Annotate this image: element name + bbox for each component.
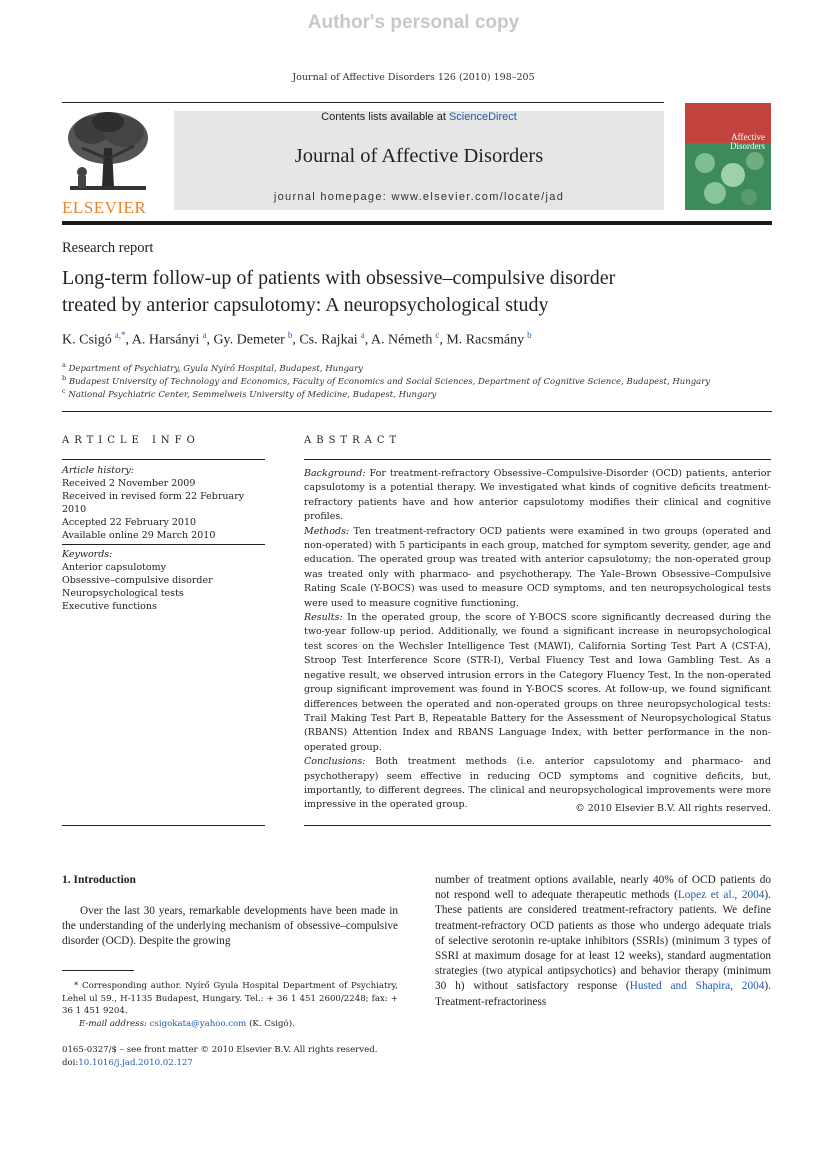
email-link[interactable]: csigokata@yahoo.com — [149, 1018, 247, 1029]
author-separator: , — [206, 332, 214, 348]
publisher-name: ELSEVIER — [62, 198, 147, 217]
tree-icon — [62, 108, 154, 194]
journal-homepage[interactable]: journal homepage: www.elsevier.com/locate/jad — [273, 191, 565, 203]
author-name: M. Racsmány — [446, 332, 525, 348]
author-affiliation-marker[interactable]: b — [527, 330, 532, 340]
author-affiliation-marker[interactable]: c — [435, 330, 440, 340]
keywords-rule — [62, 544, 265, 545]
email-line — [62, 1018, 398, 1031]
abstract-rule — [304, 459, 771, 460]
history-item: Received in revised form 22 February 2010 — [62, 491, 245, 515]
doi-label: doi: — [62, 1057, 79, 1068]
article-info-rule — [62, 459, 265, 460]
results-label: Results: — [304, 612, 343, 624]
intro-left-paragraph: Over the last 30 years, remarkable developments have been made in the understanding of the underlying mechanism of obsessive–compulsive disorder (OCD). Despite the growing — [62, 905, 398, 948]
watermark: Author's personal copy — [307, 12, 520, 33]
title-line-2: treated by anterior capsulotomy: A neuropsychological study — [62, 294, 549, 316]
sciencedirect-link[interactable]: ScienceDirect — [448, 111, 517, 123]
affiliation-c — [62, 387, 772, 400]
email-suffix: (K. Csigó). — [246, 1018, 295, 1029]
article-title — [62, 265, 772, 319]
keyword-item: Executive functions — [62, 601, 157, 612]
cover-title-line1: Affective — [731, 132, 765, 142]
front-matter — [62, 1044, 398, 1069]
keyword-item: Neuropsychological tests — [62, 588, 184, 599]
affiliation-rule — [62, 411, 772, 412]
journal-reference: Journal of Affective Disorders 126 (2010) 198–205 — [292, 72, 535, 83]
info-end-rule — [62, 825, 265, 826]
history-item: Accepted 22 February 2010 — [62, 517, 197, 528]
author-list — [62, 330, 772, 349]
keyword-item: Anterior capsulotomy — [62, 562, 167, 573]
cover-image — [685, 103, 771, 210]
affiliation-marker: b — [62, 374, 67, 382]
author-name: Gy. Demeter — [213, 332, 285, 348]
author-name: A. Németh — [370, 332, 433, 348]
author-name: A. Harsányi — [131, 332, 200, 348]
banner-bottom-rule — [62, 221, 772, 225]
history-label: Article history: — [62, 465, 134, 476]
copyright: © 2010 Elsevier B.V. All rights reserved. — [575, 803, 771, 814]
keywords-label: Keywords: — [62, 549, 113, 560]
footnote — [62, 980, 398, 1030]
journal-cover — [685, 103, 771, 210]
abstract-methods — [304, 525, 771, 611]
journal-banner — [174, 111, 664, 210]
history-item: Available online 29 March 2010 — [62, 530, 216, 541]
affiliation-text: Department of Psychiatry, Gyula Nyírő Hospital, Budapest, Hungary — [68, 363, 363, 374]
author-affiliation-marker[interactable]: a — [360, 330, 365, 340]
background-label: Background: — [304, 468, 366, 479]
author-separator: , — [439, 332, 447, 348]
keywords — [62, 548, 265, 613]
author-separator: , — [292, 332, 300, 348]
intro-text: number of treatment options available, nearly 40% of OCD patients do not respond well to adequate therapeutic methods ( — [435, 874, 771, 902]
section-type: Research report — [62, 240, 154, 256]
methods-text: Ten treatment-refractory OCD patients were examined in two groups (operated and non-operated) with 5 participants in each group, matched for symptom severity, gender, age and education. The operated group was treated with anterior capsulotomy; the non-operated group was treated only with pharmaco- and psychotherapy. The Yale–Brown Obsessive–Compulsive Rating Scale (Y-BOCS) was used to measure OCD symptoms, and ten neuropsychological tests were used to measure cognitive functioning. — [304, 525, 771, 609]
abstract-end-rule — [304, 825, 771, 826]
reference-link[interactable]: Husted and Shapira, 2004 — [629, 980, 765, 993]
email-label: E-mail address: — [79, 1018, 147, 1029]
corresponding-author: * Corresponding author. Nyírő Gyula Hospital Department of Psychiatry, Lehel ul 59., H-1135 Budapest, Hungary. Tel.: + 36 1 451 2600/2248; fax: + 36 1 451 9204. — [62, 981, 398, 1016]
author-separator: , — [125, 332, 132, 348]
header-rule — [62, 102, 664, 103]
footnote-rule — [62, 970, 134, 971]
abstract-background — [304, 467, 771, 525]
author-name: K. Csigó — [62, 332, 112, 348]
doi-link[interactable]: 10.1016/j.jad.2010.02.127 — [78, 1057, 193, 1068]
intro-text: ). These patients are considered treatment-refractory patients. We define treatment-refractory OCD patients as those who undergo adequate trials of selective serotonin re-uptake inhibitors (SSRIs) (minimum 3 types of SSRI at maximum dosage for at least 12 weeks), standard augmentation strategies (two atypical antipsychotics) and behavior therapy (minimum 30 h) without satisfactory response ( — [435, 889, 772, 993]
affiliation-a — [62, 361, 772, 374]
affiliation-text: National Psychiatric Center, Semmelweis University of Medicine, Budapest, Hungary — [68, 389, 437, 400]
intro-text: ). Treatment-refractoriness — [435, 980, 771, 1008]
conclusions-text: Both treatment methods (i.e. anterior capsulotomy and pharmaco- and psychotherapy) seem effective in reducing OCD symptoms and cognitive deficits, but, importantly, to different degrees. The clinical and neuropsychological improvements were more impressive in the operated group. — [304, 756, 771, 811]
journal-title: Journal of Affective Disorders — [294, 145, 544, 167]
article-history — [62, 464, 265, 542]
author-name: Cs. Rajkai — [299, 332, 358, 348]
cover-title-line2: Disorders — [730, 141, 765, 151]
intro-right-paragraph — [435, 873, 771, 1010]
section-heading: 1. Introduction — [62, 874, 136, 886]
title-line-1: Long-term follow-up of patients with obsessive–compulsive disorder — [62, 267, 616, 289]
background-text: For treatment-refractory Obsessive–Compulsive-Disorder (OCD) patients, anterior capsulotomy is a potential therapy. We investigated what kinds of cognitive deficits treatment-refractory patients have and how anterior capsulotomy modifies their clinical and cognitive profiles. — [304, 468, 771, 523]
issn-line: 0165-0327/$ – see front matter © 2010 Elsevier B.V. All rights reserved. — [62, 1045, 378, 1055]
elsevier-logo — [62, 108, 154, 217]
abstract-results — [304, 611, 771, 755]
affiliation-marker: a — [62, 361, 66, 369]
affiliation-b — [62, 374, 772, 387]
reference-link[interactable]: Lopez et al., 2004 — [677, 889, 765, 902]
author-affiliation-marker[interactable]: b — [287, 330, 293, 340]
author-separator: , — [364, 332, 371, 348]
conclusions-label: Conclusions: — [304, 756, 366, 768]
article-info-header: ARTICLE INFO — [62, 435, 200, 446]
contents-line — [174, 111, 664, 123]
keyword-item: Obsessive–compulsive disorder — [62, 575, 213, 586]
author-affiliation-marker[interactable]: a,* — [114, 330, 126, 340]
methods-label: Methods: — [304, 525, 350, 537]
history-item: Received 2 November 2009 — [62, 478, 196, 489]
abstract-body — [304, 467, 771, 813]
affiliation-marker: c — [62, 387, 66, 395]
author-affiliation-marker[interactable]: a — [202, 330, 207, 340]
abstract-header: ABSTRACT — [304, 435, 402, 446]
doi-line — [62, 1057, 398, 1070]
results-text: In the operated group, the score of Y-BOCS score significantly decreased during the two-year follow-up period. Additionally, we found a significant increase in neuropsychological test scores on the Wechsler Intelligence Test (MAWI), California Sorting Test Part A (CST-A), Stroop Test Interference Score (STR-I), Verbal Fluency Test and Iowa Gambling Test. As a negative result, we observed intrusion errors in the Category Fluency Test. In the non-operated group significant improvement was found in Y-BOCS scores. At follow-up, we found significant differences between the operated and non-operated groups on three neuropsychological tests: Trail Making Test Part B, Repeatable Battery for the Assessment of Neuropsychological Status (RBANS) Attention Index and RBANS Language Index, with better performance in the non-operated group. — [304, 612, 771, 753]
contents-prefix: Contents lists available at — [321, 111, 449, 123]
affiliation-text: Budapest University of Technology and Economics, Faculty of Economics and Social Sciences, Department of Cognitive Science, Budapest, Hungary — [68, 376, 711, 387]
